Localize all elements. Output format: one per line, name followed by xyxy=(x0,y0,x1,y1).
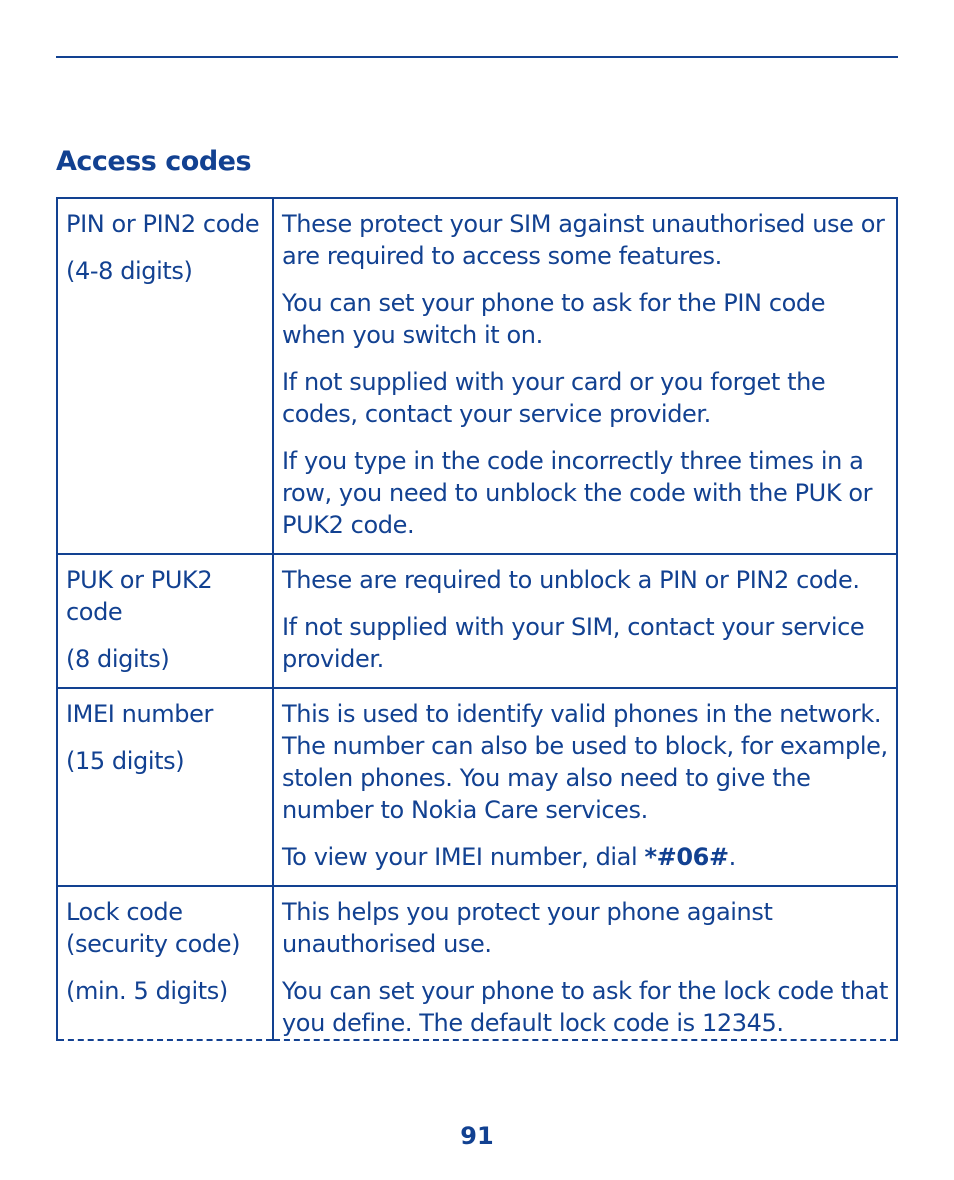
code-name: PUK or PUK2 code xyxy=(66,566,213,626)
page-number: 91 xyxy=(460,1122,494,1150)
top-rule xyxy=(56,56,898,58)
table-row-lock xyxy=(57,886,897,1040)
description-paragraph: If not supplied with your card or you forget the codes, contact your service provider. xyxy=(282,368,826,428)
description-paragraph: This is used to identify valid phones in the network. The number can also be used to block, for example, stolen phones. You may also need to give the number to Nokia Care services. xyxy=(282,700,888,824)
access-codes-table xyxy=(56,197,898,1041)
code-digits: (min. 5 digits) xyxy=(66,977,228,1005)
imei-dial-code: *#06# xyxy=(644,843,729,871)
description-paragraph: You can set your phone to ask for the PIN code when you switch it on. xyxy=(282,289,826,349)
description-paragraph: These protect your SIM against unauthorised use or are required to access some features. xyxy=(282,210,885,270)
section-heading: Access codes xyxy=(56,146,252,177)
code-name: IMEI number xyxy=(66,700,213,728)
row-label-cell xyxy=(57,688,273,886)
table-row-pin xyxy=(57,198,897,554)
dial-text: To view your IMEI number, dial xyxy=(282,843,645,871)
code-name: Lock code (security code) xyxy=(66,898,241,958)
table-row-puk xyxy=(57,554,897,688)
description-paragraph: This helps you protect your phone against unauthorised use. xyxy=(282,898,773,958)
dial-instruction xyxy=(282,841,888,873)
row-label-cell xyxy=(57,886,273,1040)
description-paragraph: You can set your phone to ask for the lock code that you define. The default lock code is 12345. xyxy=(282,977,889,1037)
code-name: PIN or PIN2 code xyxy=(66,210,260,238)
description-paragraph: If not supplied with your SIM, contact your service provider. xyxy=(282,613,865,673)
row-label-cell xyxy=(57,554,273,688)
row-description-cell xyxy=(273,198,897,554)
code-digits: (4-8 digits) xyxy=(66,257,193,285)
row-description-cell xyxy=(273,688,897,886)
description-paragraph: These are required to unblock a PIN or PIN2 code. xyxy=(282,566,860,594)
table-row-imei xyxy=(57,688,897,886)
description-paragraph: If you type in the code incorrectly three times in a row, you need to unblock the code with the PUK or PUK2 code. xyxy=(282,447,873,539)
row-description-cell xyxy=(273,554,897,688)
row-label-cell xyxy=(57,198,273,554)
dial-end: . xyxy=(728,843,736,871)
row-description-cell xyxy=(273,886,897,1040)
code-digits: (8 digits) xyxy=(66,645,170,673)
code-digits: (15 digits) xyxy=(66,747,185,775)
